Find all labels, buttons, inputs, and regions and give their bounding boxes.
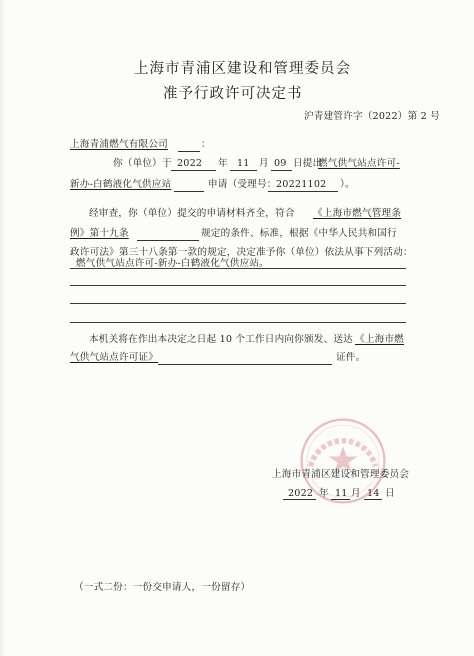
para3-lead: 本机关将在作出本决定之日起 10 个工作日内向你颁发、送达 xyxy=(89,334,353,345)
para3-end: 证件。 xyxy=(336,352,366,363)
sign-month-char: 月 xyxy=(351,488,361,499)
sign-year-char: 年 xyxy=(319,488,329,499)
activity-line-3 xyxy=(70,303,406,304)
sign-day: 14 xyxy=(367,488,380,499)
month-underline xyxy=(230,170,257,171)
recipient-underline-fill xyxy=(178,151,200,152)
activity-line-1 xyxy=(70,268,406,269)
activity-line-2 xyxy=(70,285,406,286)
certificate-underline-fill xyxy=(158,364,332,365)
para2-line3: 政许可法》第三十八条第一款的规定，决定准予你（单位）依法从事下列活动： xyxy=(70,247,413,258)
recipient-colon: ： xyxy=(201,139,211,150)
para1-lead: 你（单位）于 xyxy=(113,158,172,169)
month-char: 月 xyxy=(259,158,269,169)
accept-no-underline xyxy=(268,191,338,192)
permit-item-part1: 燃气供气站点许可- xyxy=(318,158,400,169)
sign-month-underline xyxy=(331,499,350,500)
permit-item-part2: 新办-白鹤液化气供应站 xyxy=(70,179,172,190)
apply-month: 11 xyxy=(237,158,250,169)
day-char: 日提出 xyxy=(293,158,323,169)
recipient-name: 上海青浦燃气有限公司 xyxy=(70,139,168,150)
apply-year: 2022 xyxy=(177,158,203,169)
sign-day-underline xyxy=(364,499,382,500)
accept-close: ）。 xyxy=(340,179,355,190)
regulation-part2: 例》第十九条 xyxy=(70,228,129,239)
certificate-part2: 气供气站点许可证》 xyxy=(70,352,159,363)
para2-line2: 规定的条件、标准，根据《中华人民共和国行 xyxy=(201,228,397,239)
apply-day: 09 xyxy=(274,158,287,169)
scan-edge-shadow xyxy=(0,0,6,656)
year-char: 年 xyxy=(218,158,228,169)
permitted-activity: 燃气供气站点许可-新办-白鹤液化气供应站。 xyxy=(76,258,269,269)
document-number: 沪青建管许字（2022）第 2 号 xyxy=(304,111,440,122)
item-underline-fill xyxy=(174,191,204,192)
accept-number: 20221102 xyxy=(276,179,327,190)
signature-organization: 上海市青浦区建设和管理委员会 xyxy=(272,469,410,480)
apply-label: 申请（受理号： xyxy=(208,179,277,190)
regulation-underline-fill xyxy=(137,240,199,241)
title-document-type: 准予行政许可决定书 xyxy=(163,86,303,102)
sign-day-char: 日 xyxy=(385,488,395,499)
para2-lead: 经审查，你（单位）提交的申请材料齐全，符合 xyxy=(89,208,295,219)
sign-year: 2022 xyxy=(288,488,314,499)
activity-line-4 xyxy=(70,322,406,323)
certificate-part1: 《上海市燃 xyxy=(355,334,404,345)
day-underline xyxy=(271,170,292,171)
title-issuer: 上海市青浦区建设和管理委员会 xyxy=(134,61,351,77)
sign-year-underline xyxy=(283,499,316,500)
copies-note: （一式二份：一份交申请人，一份留存） xyxy=(74,582,251,593)
year-underline xyxy=(171,170,216,171)
sign-month: 11 xyxy=(335,488,348,499)
regulation-part1: 《上海市燃气管理条 xyxy=(313,208,402,219)
